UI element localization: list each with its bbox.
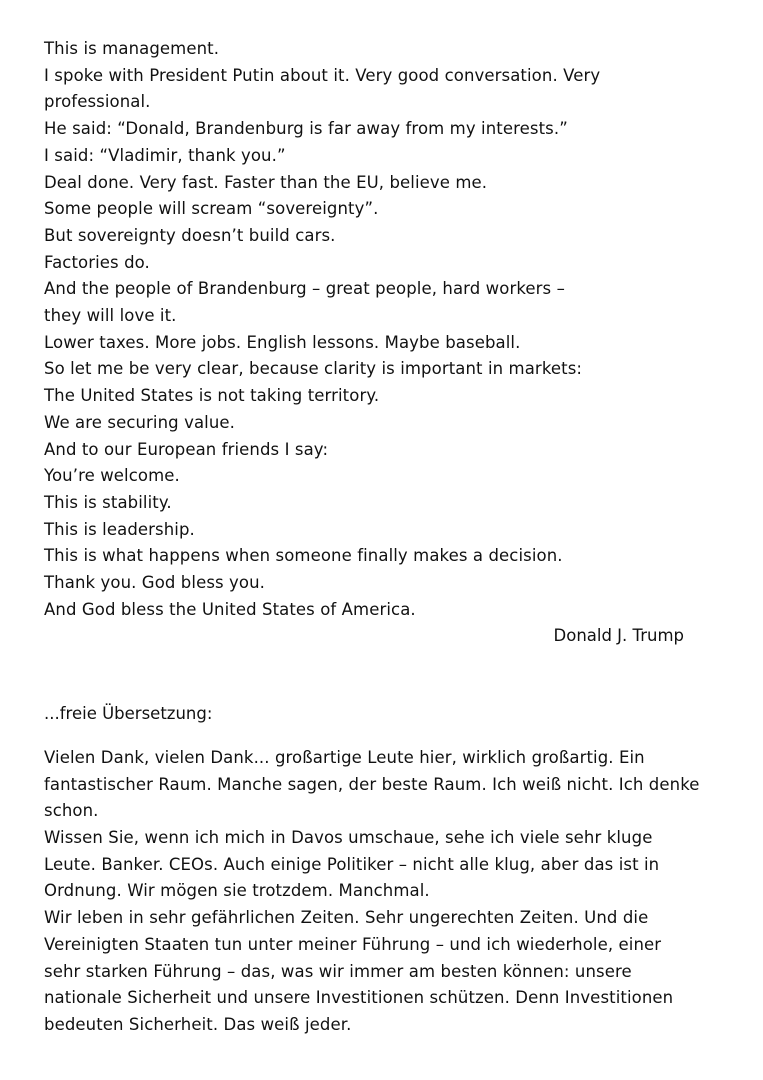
speech-block — [44, 36, 734, 650]
signature: Donald J. Trump — [553, 626, 684, 646]
speech-line: I spoke with President Putin about it. Very good conversation. Very — [44, 65, 601, 85]
translation-line: sehr starken Führung – das, was wir immer am besten können: unsere — [44, 961, 632, 981]
speech-line: And God bless the United States of America. — [44, 599, 416, 619]
speech-line: This is management. — [44, 39, 220, 58]
speech-line: Deal done. Very fast. Faster than the EU, believe me. — [44, 172, 488, 192]
speech-line: But sovereignty doesn’t build cars. — [44, 225, 336, 245]
translation-line: bedeuten Sicherheit. Das weiß jeder. — [44, 1014, 352, 1034]
speech-line: Factories do. — [44, 252, 150, 272]
translation-line: Wissen Sie, wenn ich mich in Davos umschaue, sehe ich viele sehr kluge — [44, 827, 653, 847]
translation-block — [44, 745, 734, 1039]
speech-line: And the people of Brandenburg – great people, hard workers – — [44, 279, 565, 299]
translation-line: schon. — [44, 801, 99, 821]
speech-line: And to our European friends I say: — [44, 439, 329, 459]
translation-line: Vielen Dank, vielen Dank... großartige Leute hier, wirklich großartig. Ein — [44, 747, 645, 767]
speech-line: He said: “Donald, Brandenburg is far away from my interests.” — [44, 119, 568, 139]
translation-line: fantastischer Raum. Manche sagen, der beste Raum. Ich weiß nicht. Ich denke — [44, 774, 700, 794]
translation-line: Ordnung. Wir mögen sie trotzdem. Manchmal. — [44, 881, 430, 901]
speech-line: We are securing value. — [44, 412, 236, 432]
speech-line: I said: “Vladimir, thank you.” — [44, 145, 286, 165]
translation-line: Wir leben in sehr gefährlichen Zeiten. Sehr ungerechten Zeiten. Und die — [44, 908, 649, 928]
speech-line: Thank you. God bless you. — [44, 573, 266, 593]
translation-line: Vereinigten Staaten tun unter meiner Führung – und ich wiederhole, einer — [44, 934, 662, 954]
document-page — [44, 36, 734, 1039]
speech-line: Lower taxes. More jobs. English lessons. Maybe baseball. — [44, 332, 521, 352]
speech-line: professional. — [44, 92, 151, 112]
translation-line: Leute. Banker. CEOs. Auch einige Politiker – nicht alle klug, aber das ist in — [44, 854, 660, 874]
speech-line: This is what happens when someone finally makes a decision. — [44, 546, 563, 566]
speech-line: This is leadership. — [44, 519, 195, 539]
speech-line: The United States is not taking territory. — [44, 386, 380, 406]
translation-line: nationale Sicherheit und unsere Investitionen schützen. Denn Investitionen — [44, 988, 674, 1008]
speech-line: You’re welcome. — [44, 466, 180, 486]
speech-line: they will love it. — [44, 306, 177, 326]
translation-intro: ...freie Übersetzung: — [44, 704, 213, 724]
speech-line: This is stability. — [44, 492, 172, 512]
speech-line: Some people will scream “sovereignty”. — [44, 199, 379, 219]
speech-line: So let me be very clear, because clarity is important in markets: — [44, 359, 583, 379]
